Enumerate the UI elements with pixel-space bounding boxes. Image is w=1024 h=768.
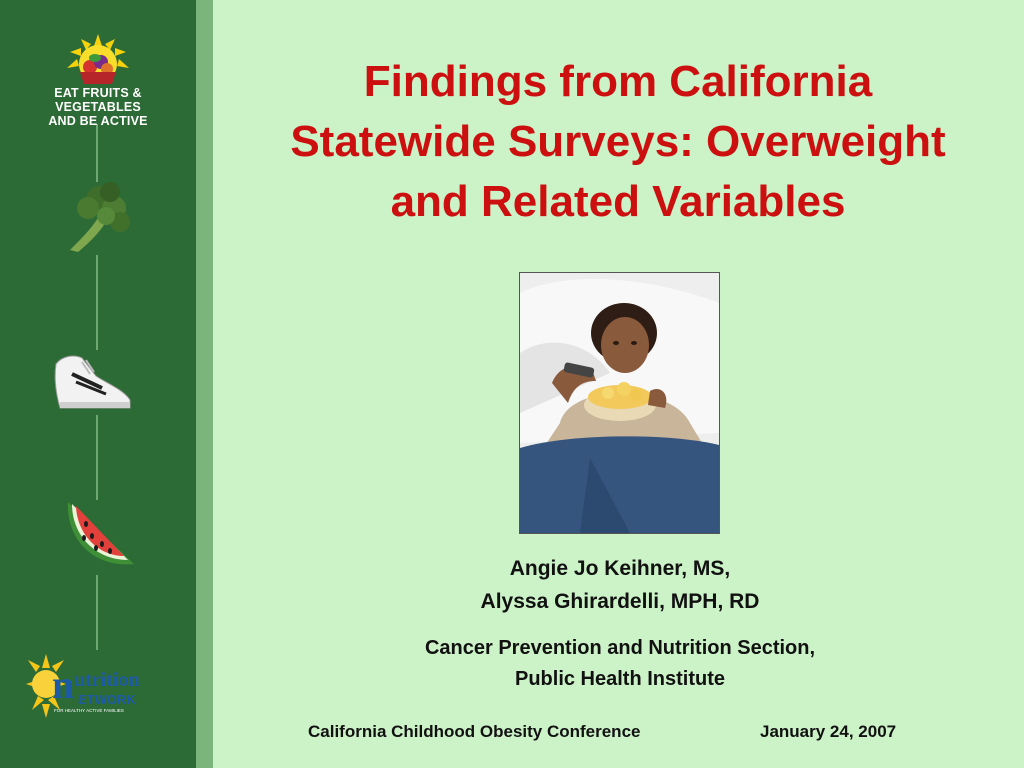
logo-text-line2: AND BE ACTIVE [48, 114, 148, 128]
slide-title [214, 52, 1022, 232]
sun-basket-icon [63, 34, 133, 86]
slide-footer [214, 722, 1022, 748]
sneaker-icon [52, 350, 134, 412]
logo-text-line1: EAT FRUITS & VEGETABLES [54, 86, 142, 114]
affiliation-line-2: Public Health Institute [514, 668, 726, 690]
sidebar [0, 0, 196, 768]
divider-line [96, 124, 98, 182]
title-line-3: and Related Variables [390, 177, 846, 226]
svg-text:n: n [52, 662, 75, 707]
divider-line [96, 255, 98, 350]
divider-line [96, 575, 98, 650]
divider-line [96, 415, 98, 500]
title-line-2: Statewide Surveys: Overweight [290, 117, 946, 166]
title-line-1: Findings from California [363, 57, 873, 106]
author-line-2: Alyssa Ghirardelli, MPH, RD [480, 590, 760, 613]
nutrition-network-logo [26, 652, 176, 732]
logo-word-nutrition: utrition [74, 669, 140, 691]
author-line-1: Angie Jo Keihner, MS, [509, 557, 731, 580]
logo-word-network: ETWORK [78, 692, 136, 707]
sidebar-stripe [196, 0, 213, 768]
eat-fruits-vegetables-logo [10, 34, 186, 128]
boy-watching-tv-photo [519, 272, 720, 534]
conference-date: January 24, 2007 [760, 722, 897, 741]
broccoli-icon [60, 178, 134, 254]
watermelon-icon [62, 498, 138, 572]
conference-name: California Childhood Obesity Conference [308, 722, 641, 741]
affiliation-line-1: Cancer Prevention and Nutrition Section, [424, 637, 816, 659]
logo-tagline: FOR HEALTHY ACTIVE FAMILIES [54, 708, 124, 713]
